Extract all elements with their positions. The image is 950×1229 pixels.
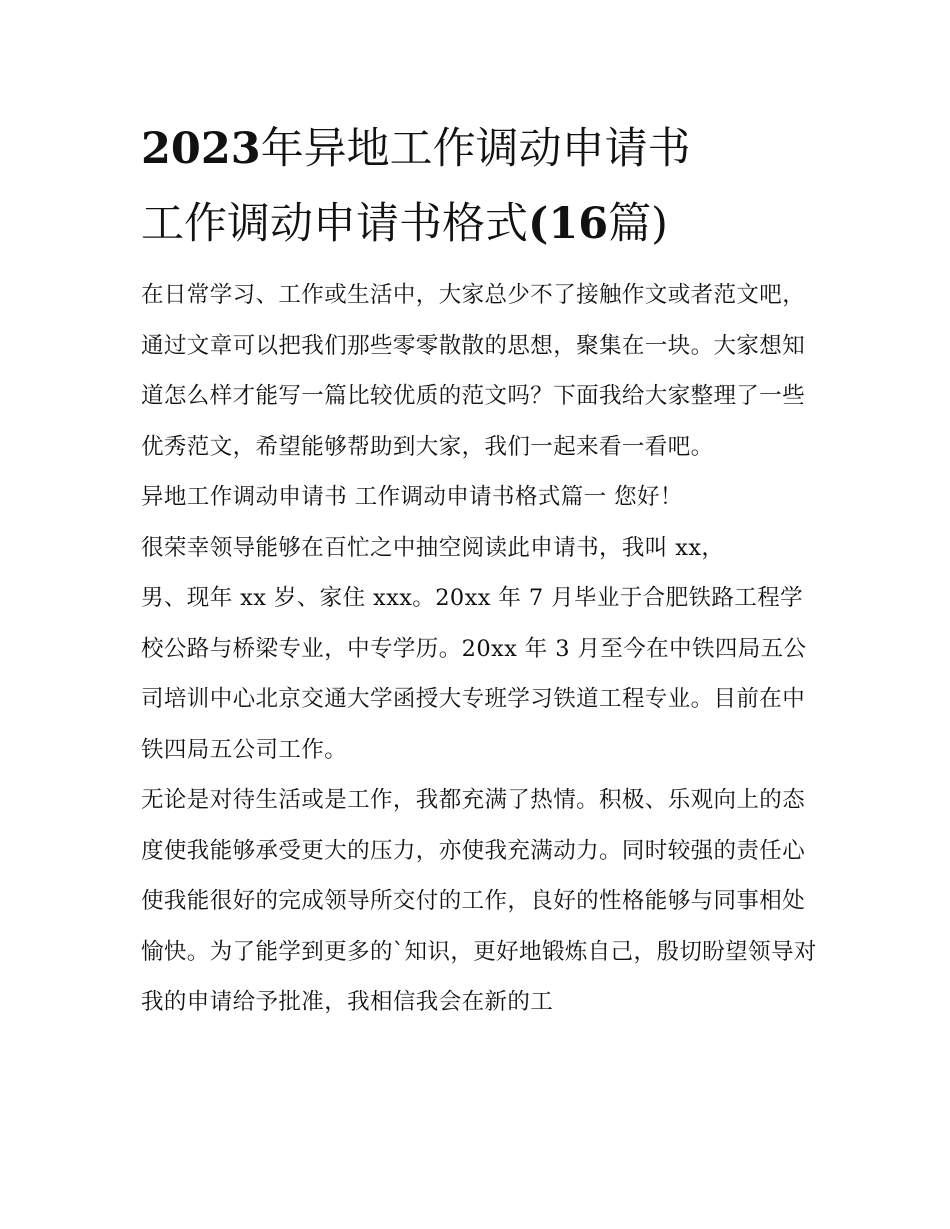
paragraph-heading-1: 异地工作调动申请书 工作调动申请书格式篇一 您好！ <box>141 484 683 510</box>
title-line-2 <box>141 187 821 262</box>
paragraph-background: 男、现年 xx 岁、家住 xxx。20xx 年 7 月毕业于合肥铁路工程学校公路与桥梁专业，中专学历。20xx 年 3 月至今在中铁四局五公司培训中心北京交通大学函授大专班学习铁道工程专业。目前在中铁四局五公司工作。 <box>141 585 807 763</box>
document-title <box>141 112 821 262</box>
paragraph-self-intro: 很荣幸领导能够在百忙之中抽空阅读此申请书，我叫 xx， <box>141 534 725 561</box>
title-line-2-end: 篇) <box>608 199 668 249</box>
document-page <box>141 112 821 1028</box>
title-line-1-text: 年异地工作调动申请书 <box>260 124 691 174</box>
title-line-2-text: 工作调动申请书格式 <box>141 199 528 249</box>
paragraph-intro: 在日常学习、工作或生活中，大家总少不了接触作文或者范文吧，通过文章可以把我们那些零零散散的思想，聚集在一块。大家想知道怎么样才能写一篇比较优质的范文吗？下面我给大家整理了一些优秀范文，希望能够帮助到大家，我们一起来看一看吧。 <box>141 282 806 460</box>
paragraph-attitude: 无论是对待生活或是工作，我都充满了热情。积极、乐观向上的态度使我能够承受更大的压力，亦使我充满动力。同时较强的责任心使我能很好的完成领导所交付的工作，良好的性格能够与同事相处愉快。为了能学到更多的`知识，更好地锻炼自己，殷切盼望领导对我的申请给予批准，我相信我会在新的工 <box>141 787 817 1015</box>
title-count: (16 <box>528 199 609 249</box>
title-line-1 <box>141 112 821 187</box>
title-year: 2023 <box>141 124 261 174</box>
